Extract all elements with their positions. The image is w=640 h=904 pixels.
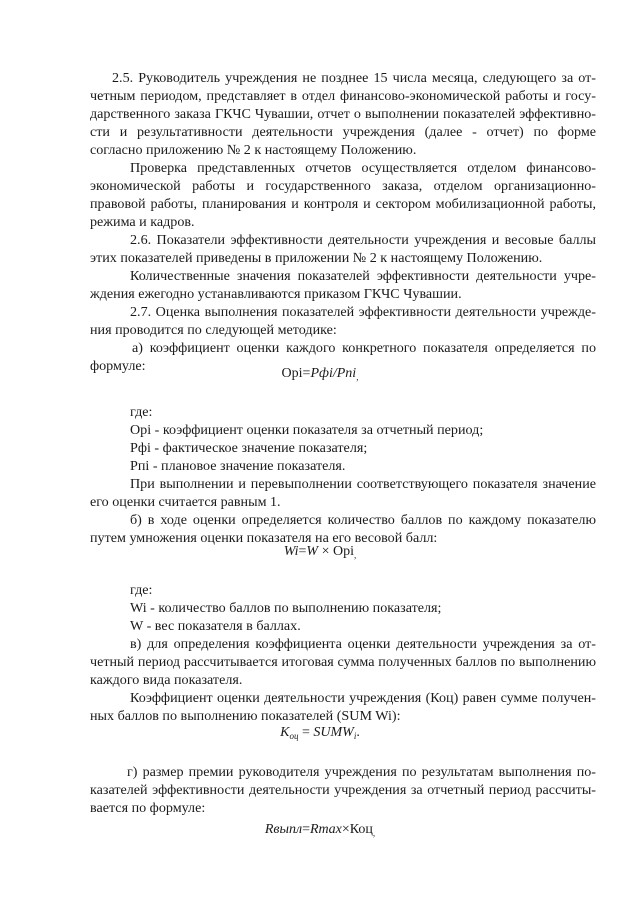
paragraph-line: правовой работы, планирования и контроля и сектором мобилизационной работы, [90,196,596,212]
paragraph-line: 2.7. Оценка выполнения показателей эффективности деятельности учрежде- [130,304,596,320]
paragraph-line: его оценки считается равным 1. [90,494,281,510]
paragraph-line: режима и кадров. [90,214,195,230]
paragraph-line: ния проводится по следующей методике: [90,322,337,338]
paragraph-line: вается по формуле: [90,800,206,816]
paragraph-line: в) для определения коэффициента оценки деятельности учреждения за от- [130,636,596,652]
paragraph-line: казателей эффективности деятельности учреждения за отчетный период рассчиты- [90,782,596,798]
paragraph-line: Wi - количество баллов по выполнению показателя; [130,600,442,616]
paragraph-line: W - вес показателя в баллах. [130,618,301,634]
paragraph-line: дарственного заказа ГКЧС Чувашии, отчет о выполнении показателей эффективно- [90,106,596,122]
paragraph-line: 2.6. Показатели эффективности деятельности учреждения и весовые баллы [130,232,596,248]
paragraph-line: формуле: [90,358,146,374]
paragraph-line: а) коэффициент оценки каждого конкретного показателя определяется по [132,340,596,356]
paragraph-line: каждого вида показателя. [90,672,243,688]
paragraph-line: путем умножения оценки показателя на его весовой балл: [90,530,438,546]
paragraph-line: При выполнении и перевыполнении соответствующего показателя значение [130,476,596,492]
formula-koc: $K_{оц}$ = $SUMW_i$. [280,725,360,741]
paragraph-line: 2.5. Руководитель учреждения не позднее 15 числа месяца, следующего за от- [112,70,596,86]
paragraph-line: где: [130,582,153,598]
paragraph-line: экономической работы и государственного заказа, отделом организационно- [90,178,596,194]
paragraph-line: Количественные значения показателей эффективности деятельности учре- [130,268,596,284]
paragraph-line: четный период рассчитывается итоговая сумма полученных баллов по выполнению [90,654,596,670]
paragraph-line: б) в ходе оценки определяется количество баллов по каждому показателю [130,512,596,528]
paragraph-line: согласно приложению № 2 к настоящему Положению. [90,142,417,158]
paragraph-line: Pфi - фактическое значение показателя; [130,440,368,456]
paragraph-line: г) размер премии руководителя учреждения по результатам выполнения по- [127,764,596,780]
paragraph-line: где: [130,404,153,420]
formula-wi: Wi=W × Opi$_,$ [283,544,357,560]
paragraph-line: этих показателей приведены в приложении № 2 к настоящему Положению. [90,250,543,266]
paragraph-line: ных баллов по выполнению показателей (SUM Wi): [90,708,401,724]
paragraph-line: Коэффициент оценки деятельности учреждения (Коц) равен сумме получен- [130,690,596,706]
paragraph-line: Opi - коэффициент оценки показателя за отчетный период; [130,422,484,438]
formula-opi: Opi=Pфi/Pпi$_,$ [281,366,359,382]
formula-rvypl: Rвыпл=Rmax×Коц$_,$ [264,822,376,838]
paragraph-line: Pпi - плановое значение показателя. [130,458,346,474]
paragraph-line: сти и результативности деятельности учреждения (далее - отчет) по форме [90,124,596,140]
paragraph-line: Проверка представленных отчетов осуществляется отделом финансово- [130,160,596,176]
paragraph-line: ждения ежегодно устанавливаются приказом ГКЧС Чувашии. [90,286,462,302]
paragraph-line: четным периодом, представляет в отдел финансово-экономической работы и госу- [90,88,596,104]
